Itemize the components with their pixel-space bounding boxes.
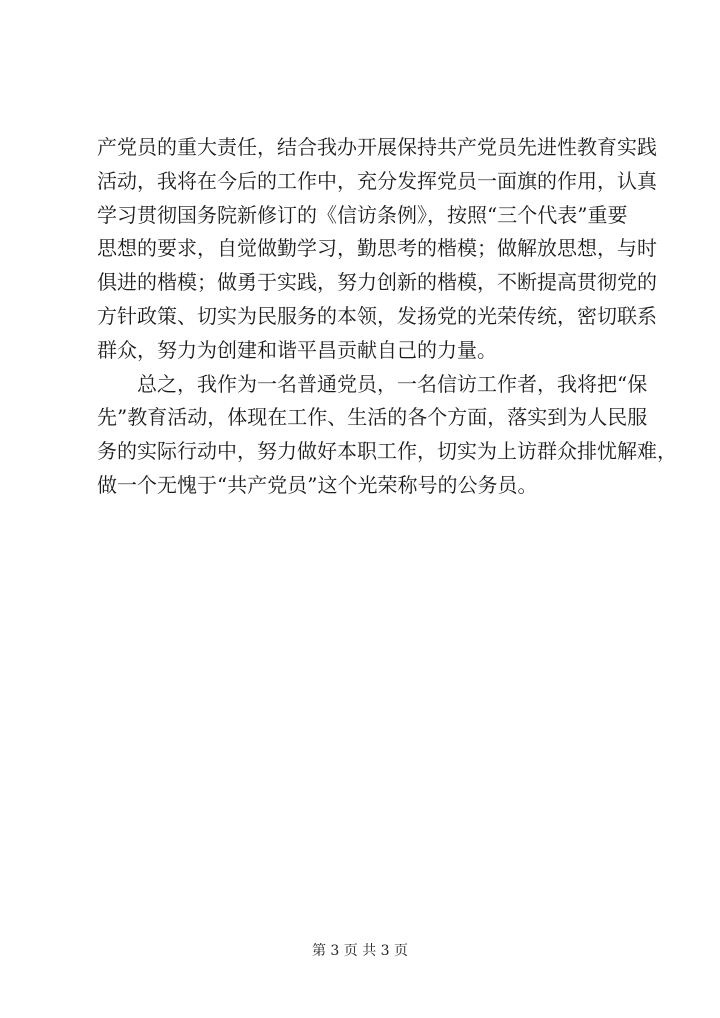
text-line: 俱进的楷模；做勇于实践，努力创新的楷模，不断提高贯彻党的 <box>97 270 657 295</box>
text-line: 务的实际行动中，努力做好本职工作，切实为上访群众排忧解难， <box>97 439 677 464</box>
document-body <box>97 131 677 503</box>
text-line: 活动，我将在今后的工作中，充分发挥党员一面旗的作用，认真 <box>97 168 657 193</box>
text-line: 思想的要求，自觉做勤学习，勤思考的楷模；做解放思想，与时 <box>97 236 657 261</box>
paragraph-1 <box>97 131 657 368</box>
text-line: 群众，努力为创建和谐平昌贡献自己的力量。 <box>97 337 497 362</box>
text-line: 产党员的重大责任，结合我办开展保持共产党员先进性教育实践 <box>97 135 657 159</box>
text-line: 学习贯彻国务院新修订的《信访条例》，按照“三个代表”重要 <box>97 202 628 227</box>
page-number-footer: 第 3 页 共 3 页 <box>311 943 409 959</box>
text-line: 先”教育活动，体现在工作、生活的各个方面，落实到为人民服 <box>97 405 648 430</box>
paragraph-2 <box>97 368 677 503</box>
text-line: 总之，我作为一名普通党员，一名信访工作者，我将把“保 <box>137 371 648 396</box>
text-line: 方针政策、切实为民服务的本领，发扬党的光荣传统，密切联系 <box>97 303 657 328</box>
text-line: 做一个无愧于“共产党员”这个光荣称号的公务员。 <box>97 472 538 497</box>
